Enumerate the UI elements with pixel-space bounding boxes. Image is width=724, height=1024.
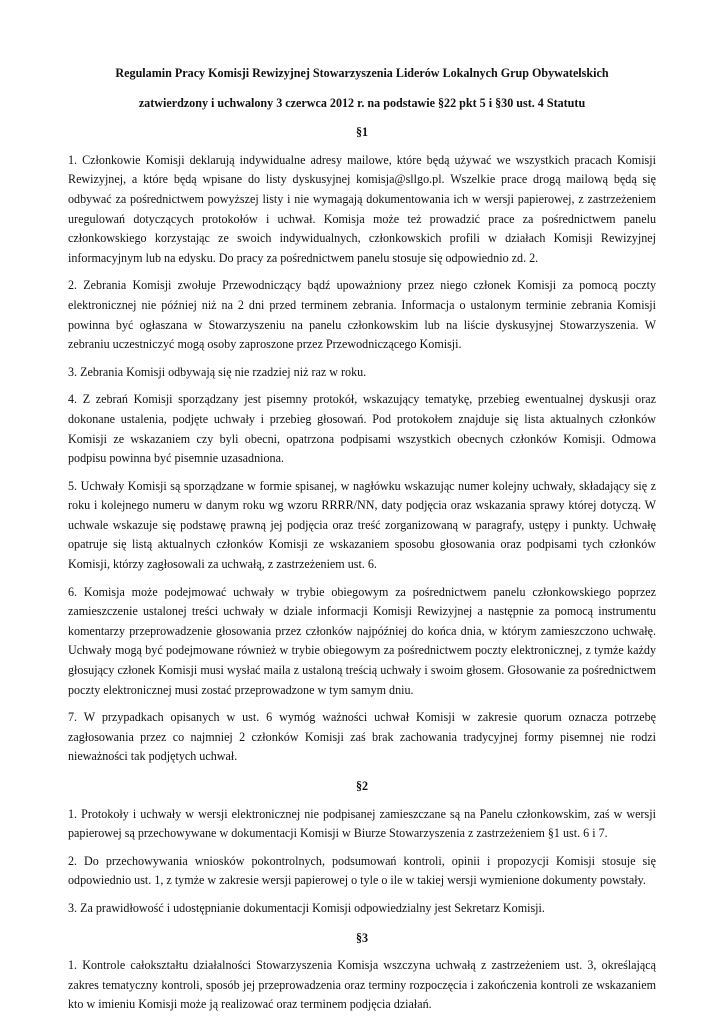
paragraph: 1. Członkowie Komisji deklarują indywidualne adresy mailowe, które będą używać we wszystkich pracach Komisji Rewizyjnej, a które będą wpisane do listy dyskusyjnej komisja@sllgo.pl. Wszelkie prace drogą mailową będą się odbywać za pośrednictwem powyższej listy i nie wymagają dokumentowania ich w wersji papierowej, z zastrzeżeniem uregulowań dotyczących protokołów i uchwał. Komisja może też prowadzić prace za pośrednictwem panelu członkowskiego korzystając ze swoich indywidualnych, członkowskich profili w działach Komisji Rewizyjnej informacyjnym lub na edysku. Do pracy za pośrednictwem panelu stosuje się odpowiednio zd. 2. (68, 152, 656, 265)
paragraph: 4. Z zebrań Komisji sporządzany jest pisemny protokół, wskazujący tematykę, przebieg ewentualnej dyskusji oraz dokonane ustalenia, podjęte uchwały i przebieg głosowań. Pod protokołem znajduje się lista aktualnych członków Komisji ze wskazaniem czy byli obecni, opatrzona podpisami wszystkich obecnych członków Komisji. Odmowa podpisu powinna być pisemnie uzasadniona. (68, 392, 656, 466)
document-title: Regulamin Pracy Komisji Rewizyjnej Stowarzyszenia Liderów Lokalnych Grup Obywatelskich (115, 66, 609, 80)
section-heading-1: §1 (355, 125, 369, 140)
paragraph: 3. Za prawidłowość i udostępnianie dokumentacji Komisji odpowiedzialny jest Sekretarz Komisji. (68, 900, 545, 915)
section-heading-3: §3 (355, 930, 369, 945)
paragraph: 3. Zebrania Komisji odbywają się nie rzadziej niż raz w roku. (68, 364, 367, 379)
paragraph: 7. W przypadkach opisanych w ust. 6 wymóg ważności uchwał Komisji w zakresie quorum oznacza potrzebę zagłosowania przez co najmniej 2 członków Komisji zaś brak zachowania tradycyjnej formy pisemnej nie rodzi nieważności tak podjętych uchwał. (68, 710, 656, 764)
paragraph: 6. Komisja może podejmować uchwały w trybie obiegowym za pośrednictwem panelu członkowskiego poprzez zamieszczenie ustalonej treści uchwały w dziale informacji Komisji Rewizyjnej a następnie za pomocą instrumentu komentarzy przeprowadzenie głosowania przez członków najpóźniej do końca dnia, w którym zamieszczono uchwałę. Uchwały mogą być podejmowane również w trybie obiegowym za pośrednictwem poczty elektronicznej, z tymże każdy głosujący członek Komisji musi wysłać maila z ustaloną treścią uchwały i swoim głosem. Głosowanie za pośrednictwem poczty elektronicznej musi zostać przeprowadzone w tym samym dniu. (68, 584, 656, 697)
paragraph: 2. Zebrania Komisji zwołuje Przewodniczący bądź upoważniony przez niego członek Komisji za pomocą poczty elektronicznej nie później niż na 2 dni przed terminem zebrania. Informacja o ustalonym terminie zebrania Komisji powinna być ogłaszana w Stowarzyszeniu na panelu członkowskim lub na liście dyskusyjnej Stowarzyszenia. W zebraniu uczestniczyć mogą osoby zaproszone przez Przewodniczącego Komisji. (68, 278, 656, 352)
paragraph: 1. Protokoły i uchwały w wersji elektronicznej nie podpisanej zamieszczane są na Panelu członkowskim, zaś w wersji papierowej są przechowywane w dokumentacji Komisji w Biurze Stowarzyszenia z zastrzeżeniem §1 ust. 6 i 7. (68, 806, 656, 841)
paragraph: 1. Kontrole całokształtu działalności Stowarzyszenia Komisja wszczyna uchwałą z zastrzeżeniem ust. 3, określającą zakres tematyczny kontroli, sposób jej przeprowadzenia oraz terminy rozpoczęcia i zakończenia kontroli ze wskazaniem kto w imieniu Komisji może ją realizować oraz terminem podjęcia działań. (68, 958, 656, 1012)
document-subtitle: zatwierdzony i uchwalony 3 czerwca 2012 r. na podstawie §22 pkt 5 i §30 ust. 4 Statutu (138, 95, 586, 110)
paragraph: 2. Do przechowywania wniosków pokontrolnych, podsumowań kontroli, opinii i propozycji Komisji stosuje się odpowiednio ust. 1, z tymże w zakresie wersji papierowej o tyle o ile w takiej wersji wymienione dokumenty powstały. (68, 853, 656, 888)
section-heading-2: §2 (355, 779, 369, 793)
paragraph: 5. Uchwały Komisji są sporządzane w formie spisanej, w nagłówku wskazując numer kolejny uchwały, składający się z roku i kolejnego numeru w danym roku wg wzoru RRRR/NN, daty podjęcia oraz wskazania sprawy której dotyczą. W uchwale wskazuje się podstawę prawną jej podjęcia oraz treść zorganizowaną w paragrafy, ustępy i punkty. Uchwałę opatruje się listą aktualnych członków Komisji ze wskazaniem sposobu głosowania oraz podpisami tych członków Komisji, którzy zagłosowali za uchwałą, z zastrzeżeniem ust. 6. (68, 478, 656, 572)
